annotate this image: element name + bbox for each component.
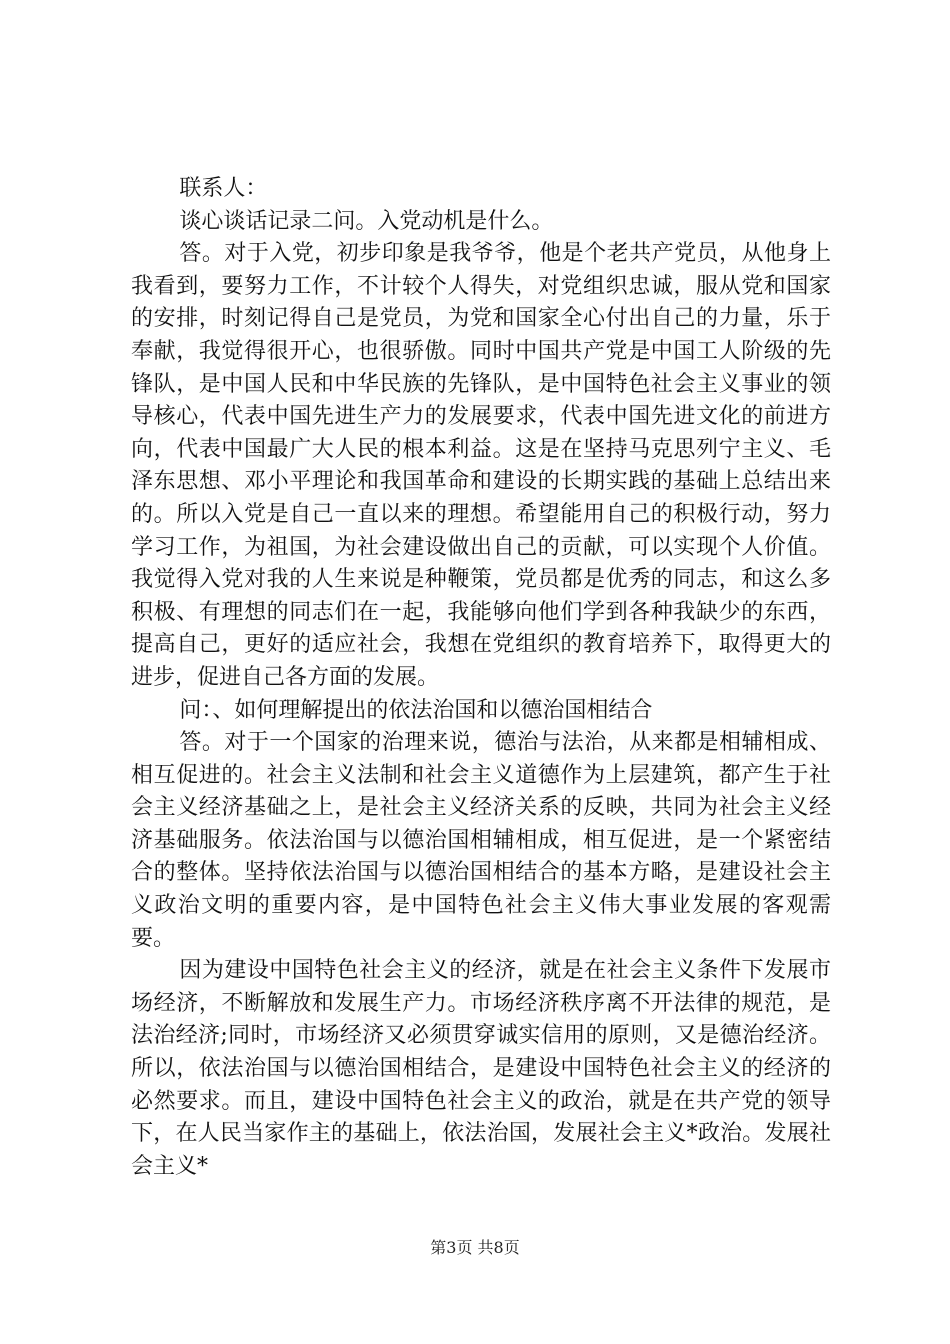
- question-heading-2: 问：、如何理解提出的依法治国和以德治国相结合: [179, 697, 653, 723]
- body-paragraph-3: 因为建设中国特色社会主义的经济，就是在社会主义条件下发展市场经济，不断解放和发展生产力。市场经济秩序离不开法律的规范，是法治经济;同时，市场经济又必须贯穿诚实信用的原则，又是德治经济。所以，依法治国与以德治国相结合，是建设中国特色社会主义的经济的必然要求。而且，建设中国特色社会主义的政治，就是在共产党的领导下，在人民当家作主的基础上，依法治国，发展社会主义*政治。发展社会主义*: [131, 958, 831, 1179]
- contact-label: 联系人：: [179, 176, 268, 201]
- answer-paragraph-2: 答。对于一个国家的治理来说，德治与法治，从来都是相辅相成、相互促进的。社会主义法制和社会主义道德作为上层建筑，都产生于社会主义经济基础之上，是社会主义经济关系的反映，共同为社会主义经济基础服务。依法治国与以德治国相辅相成，相互促进，是一个紧密结合的整体。坚持依法治国与以德治国相结合的基本方略，是建设社会主义政治文明的重要内容，是中国特色社会主义伟大事业发展的客观需要。: [131, 730, 831, 951]
- document-body: [131, 173, 831, 1183]
- page-number-footer: 第3页 共8页: [430, 1238, 520, 1257]
- answer-paragraph-1: 答。对于入党，初步印象是我爷爷，他是个老共产党员，从他身上我看到，要努力工作，不计较个人得失，对党组织忠诚，服从党和国家的安排，时刻记得自己是党员，为党和国家全心付出自己的力量，乐于奉献，我觉得很开心，也很骄傲。同时中国共产党是中国工人阶级的先锋队，是中国人民和中华民族的先锋队，是中国特色社会主义事业的领导核心，代表中国先进生产力的发展要求，代表中国先进文化的前进方向，代表中国最广大人民的根本利益。这是在坚持马克思列宁主义、毛泽东思想、邓小平理论和我国革命和建设的长期实践的基础上总结出来的。所以入党是自己一直以来的理想。希望能用自己的积极行动，努力学习工作，为祖国，为社会建设做出自己的贡献，可以实现个人价值。我觉得入党对我的人生来说是种鞭策，党员都是优秀的同志，和这么多积极、有理想的同志们在一起，我能够向他们学到各种我缺少的东西，提高自己，更好的适应社会，我想在党组织的教育培养下，取得更大的进步，促进自己各方面的发展。: [131, 241, 831, 690]
- question-heading-1: 谈心谈话记录二问。入党动机是什么。: [179, 208, 554, 234]
